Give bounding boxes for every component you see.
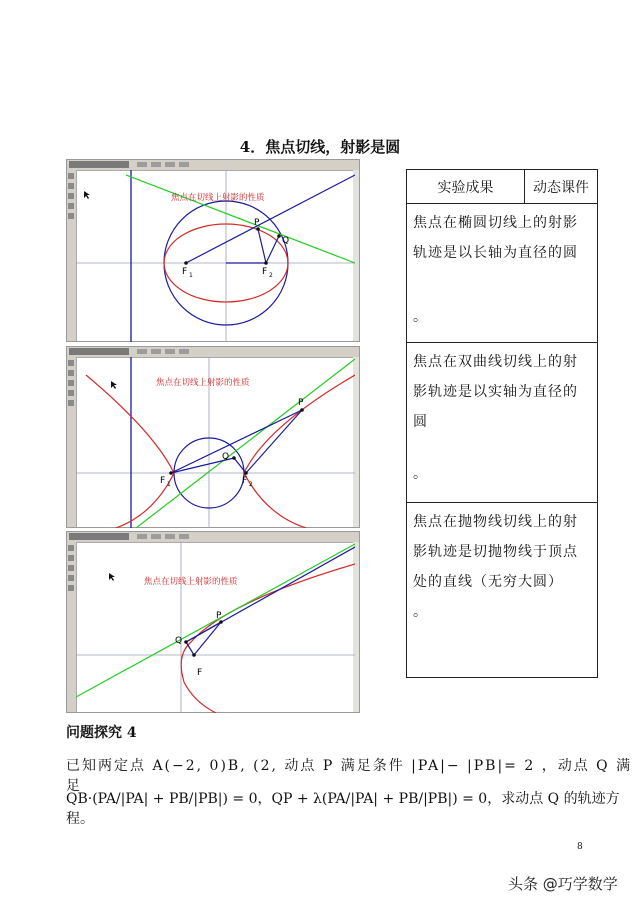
line-tool-icon[interactable]: [68, 575, 74, 581]
problem-line-1: 已知两定点 A(−2, 0)B, (2, 动点 P 满足条件 |PA|− |PB|= 2 ，动点 Q 满足: [66, 758, 633, 794]
label-q: Q: [282, 236, 290, 246]
label-p: P: [254, 218, 260, 228]
ellipse-figure: [76, 170, 355, 342]
results-table: [406, 169, 598, 678]
line-tool-icon[interactable]: [68, 390, 74, 396]
label-f2-sub: 2: [249, 481, 253, 488]
label-f: F: [197, 668, 203, 678]
watermark: 头条 @巧学数学: [508, 875, 618, 893]
cursor-icon: [109, 573, 115, 581]
line-tool-icon[interactable]: [68, 203, 74, 209]
label-q: Q: [175, 636, 183, 646]
figure-caption: 焦点在切线上射影的性质: [171, 193, 265, 203]
label-p: P: [216, 611, 222, 621]
cursor-icon: [111, 381, 117, 389]
result-parabola: 焦点在抛物线切线上的射影轨迹是切抛物线于顶点处的直线（无穷大圆） 。: [407, 503, 598, 678]
circle-tool-icon[interactable]: [68, 193, 74, 199]
point-tool-icon[interactable]: [68, 555, 74, 561]
problem-heading: 问题探究 4: [66, 725, 137, 741]
label-f1-sub: 1: [167, 481, 171, 488]
arrow-tool-icon[interactable]: [68, 360, 74, 366]
figure-caption: 焦点在切线上射影的性质: [144, 577, 238, 587]
label-f2-sub: 2: [269, 272, 273, 279]
hyperbola-screenshot: [66, 346, 360, 528]
cursor-icon: [84, 191, 90, 199]
label-f1: F: [182, 267, 188, 277]
text-tool-icon[interactable]: [68, 585, 74, 591]
text-tool-icon[interactable]: [68, 213, 74, 219]
label-f1-sub: 1: [189, 272, 193, 279]
header-courseware: 动态课件: [525, 170, 598, 204]
result-hyperbola: 焦点在双曲线切线上的射影轨迹是以实轴为直径的圆 。: [407, 343, 598, 503]
page-number: 8: [577, 842, 583, 852]
parabola-screenshot: [66, 531, 360, 713]
problem-line-2: QB·(PA/|PA| + PB/|PB|) = 0，QP + λ(PA/|PA| + PB/|PB|) = 0，求动点 Q 的轨迹方程。: [66, 791, 620, 827]
point-tool-icon[interactable]: [68, 370, 74, 376]
ellipse-screenshot: [66, 159, 360, 342]
result-ellipse: 焦点在椭圆切线上的射影轨迹是以长轴为直径的圆 。: [407, 204, 598, 343]
arrow-tool-icon[interactable]: [68, 173, 74, 179]
figure-caption: 焦点在切线上射影的性质: [156, 378, 250, 388]
hyperbola-figure: [76, 357, 355, 528]
circle-tool-icon[interactable]: [68, 565, 74, 571]
label-f2: F: [262, 267, 268, 277]
parabola-figure: [76, 542, 355, 713]
label-q: Q: [222, 452, 230, 462]
label-f1: F: [160, 476, 166, 486]
label-f2: F: [242, 476, 248, 486]
text-tool-icon[interactable]: [68, 400, 74, 406]
arrow-tool-icon[interactable]: [68, 545, 74, 551]
circle-tool-icon[interactable]: [68, 380, 74, 386]
label-p: P: [298, 398, 304, 408]
point-tool-icon[interactable]: [68, 183, 74, 189]
header-results: 实验成果: [407, 170, 525, 204]
section-title: 4．焦点切线，射影是圆: [239, 138, 401, 156]
